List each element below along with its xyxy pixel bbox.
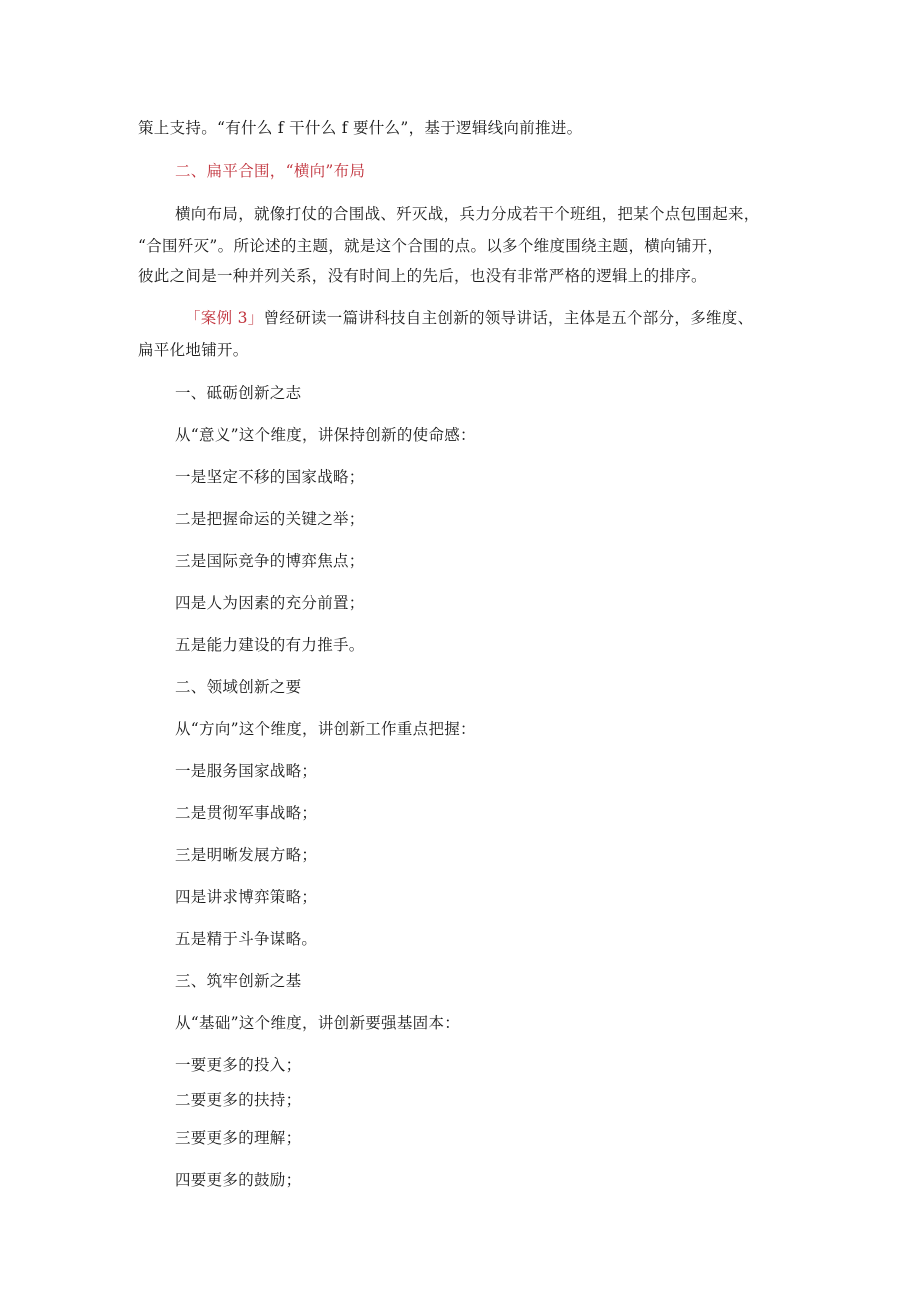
list-item: 三是国际竞争的博弈焦点； bbox=[175, 552, 365, 570]
list-item: 一要更多的投入； bbox=[175, 1056, 302, 1074]
list-item: 四是讲求博弈策略； bbox=[175, 888, 318, 906]
list-item: 三要更多的理解； bbox=[175, 1129, 302, 1147]
list-item: 四是人为因素的充分前置； bbox=[175, 594, 365, 612]
subsection-heading: 三、筑牢创新之基 bbox=[175, 972, 302, 990]
section-heading: 二、扁平合围，“横向”布局 bbox=[175, 162, 366, 180]
list-item: 一是服务国家战略； bbox=[175, 762, 318, 780]
subsection-heading: 一、砥砺创新之志 bbox=[175, 384, 302, 402]
list-item: 一是坚定不移的国家战略； bbox=[175, 468, 365, 486]
paragraph-line: 从“方向”这个维度，讲创新工作重点把握： bbox=[175, 720, 476, 738]
paragraph-line: 从“基础”这个维度，讲创新要强基固本： bbox=[175, 1014, 461, 1032]
subsection-heading: 二、领域创新之要 bbox=[175, 678, 302, 696]
case-paragraph bbox=[185, 308, 753, 328]
list-item: 五是精于斗争谋略。 bbox=[175, 930, 318, 948]
list-item: 二要更多的扶持； bbox=[175, 1091, 302, 1109]
list-item: 四要更多的鼓励； bbox=[175, 1171, 302, 1189]
paragraph-line: “合围歼灭”。所论述的主题，就是这个合围的点。以多个维度围绕主题，横向铺开， bbox=[138, 237, 724, 255]
case-tag: 「案例 3」 bbox=[185, 309, 264, 327]
list-item: 三是明晰发展方略； bbox=[175, 846, 318, 864]
case-text: 曾经研读一篇讲科技自主创新的领导讲话，主体是五个部分，多维度、 bbox=[263, 309, 754, 327]
paragraph-line: 横向布局，就像打仗的合围战、歼灭战，兵力分成若干个班组，把某个点包围起来， bbox=[175, 205, 760, 223]
list-item: 二是贯彻军事战略； bbox=[175, 804, 318, 822]
paragraph-line: 扁平化地铺开。 bbox=[138, 341, 249, 359]
paragraph-line: 策上支持。“有什么 f 干什么 f 要什么”，基于逻辑线向前推进。 bbox=[138, 119, 583, 137]
paragraph-line: 彼此之间是一种并列关系，没有时间上的先后，也没有非常严格的逻辑上的排序。 bbox=[138, 267, 707, 285]
list-item: 五是能力建设的有力推手。 bbox=[175, 636, 365, 654]
paragraph-line: 从“意义”这个维度，讲保持创新的使命感： bbox=[175, 426, 476, 444]
list-item: 二是把握命运的关键之举； bbox=[175, 510, 365, 528]
